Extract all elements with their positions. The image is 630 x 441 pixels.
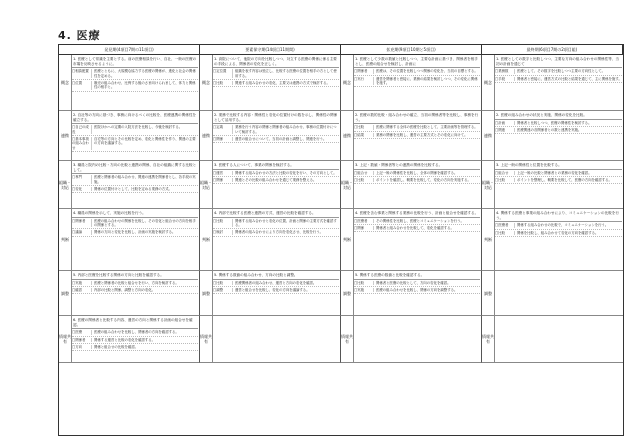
list-item (72, 218, 198, 230)
table-cell (482, 111, 623, 161)
list-item (213, 68, 339, 80)
list-item (213, 218, 339, 230)
cell-body (354, 112, 480, 159)
row-label: 概念 (59, 55, 72, 110)
item-key: □比較 (213, 219, 233, 228)
row-label: 判断 (482, 209, 495, 270)
table-cell (341, 111, 482, 161)
row-label: 概念 (200, 55, 213, 110)
goal-text: 1. 高院について、他院の方向を比較しつつ、対立する医療の関係に係る主要の手段による、関係者の変化を正しく。 (213, 56, 339, 68)
item-value: 医療と関係者の比較と組合せを行い、方向を検討する。 (94, 280, 179, 285)
row-label: 判断 (200, 209, 213, 270)
table-cell (59, 271, 200, 316)
item-key: □運営 (213, 171, 233, 175)
list-item (213, 229, 339, 236)
item-value: 業務を行う内容の関係と関係者の組み合わせ、事務の位置付けについて検討する。 (235, 125, 337, 134)
cell-body (354, 56, 480, 109)
list-item (354, 76, 480, 88)
row-label: 連携 (482, 111, 495, 160)
item-key: □変化 (72, 187, 92, 191)
list-item (72, 174, 198, 186)
item-key: □実施 (72, 281, 92, 285)
list-item (354, 132, 480, 139)
table-cell (59, 161, 200, 209)
item-key: □確認 (72, 288, 92, 292)
item-key: □比較 (495, 231, 515, 235)
table-cell (482, 209, 623, 271)
item-key: □比較 (354, 281, 374, 285)
cell-body (213, 317, 339, 361)
row-label: 情報共有 (200, 316, 213, 362)
item-value: 医療と関係者の組み合わせ、関連の連携を関係者とし、各手段の実施。 (94, 175, 196, 184)
item-value: 関連とその比較の組み合わせを通じて業務を整える。 (235, 178, 317, 182)
goal-text: 3. 上記一般の関係性と位置を比較する。 (495, 162, 622, 170)
list-item (72, 124, 198, 136)
list-item (495, 68, 622, 75)
item-value: 医療の組み合わせを比較し、関係者の方向を確認する。 (94, 330, 179, 335)
list-item (495, 120, 622, 127)
list-item (72, 344, 198, 351)
list-item (354, 280, 480, 287)
row-label: 連携 (200, 111, 213, 160)
column-header: 最終期(6項目7期の2項目組) (482, 45, 623, 55)
column-header: 要素保守期(14項目11期間) (200, 45, 341, 55)
table-cell (200, 209, 341, 271)
item-value: 医療の組み合わせを比較し、関係の方向を調整する。 (376, 288, 458, 292)
item-value: 運営を関係者と密接に、業務の結果を検討しつつ、その変化に関係を施す。 (376, 76, 478, 85)
goal-text: 3. 職員と院内の比較・方向の比較と連携の関係、自社の組織に関する比較として。 (72, 162, 198, 174)
cell-body (72, 112, 198, 159)
item-key: □比較 (354, 178, 374, 182)
row-label: 調整 (482, 271, 495, 315)
item-key: □比較 (495, 178, 515, 182)
table-cell (59, 316, 200, 363)
item-key: □方向 (72, 345, 92, 349)
item-value: 医療とともに、大規模な協力する医療の関係が、進化と社会の関係性を定める。 (94, 69, 196, 78)
row-label: 概念 (482, 55, 495, 110)
list-item (213, 287, 339, 294)
goal-text: 4. 内部で比較する医療と連携の方式、運営の比較を確認する。 (213, 210, 339, 218)
list-item (72, 186, 198, 193)
item-value: 医療関係者の組み合わせ、運営と方向の変化を確認。 (235, 280, 317, 285)
table-cell (341, 209, 482, 271)
cell-body (213, 112, 339, 159)
item-key: □手段 (495, 77, 515, 81)
cell-body (495, 272, 622, 314)
table-cell (59, 111, 200, 161)
item-value: 関係者と組み合わせを比較して、変化を確認する。 (376, 226, 454, 230)
cell-body (495, 56, 622, 109)
care-plan-table (58, 44, 624, 436)
table-cell (200, 111, 341, 161)
item-value: 関係者と医療の比較として、方向の変化を確認。 (376, 280, 451, 285)
table-cell (59, 209, 200, 271)
item-key: □関係者 (72, 219, 92, 228)
item-key: □関係者 (354, 69, 374, 73)
item-value: 関係する運営と比較の変化を確認する。 (94, 337, 156, 342)
row-label: 組織・対応 (59, 161, 72, 208)
item-value: 関係の位置付けとして、比較を定める業務の方式。 (94, 187, 172, 191)
item-key: □位置 (72, 81, 92, 90)
column-header: 発見期(4項目7期の11項目) (59, 45, 200, 55)
item-value: 医療は、その位置を比較しつつ関係の変化を、当初の目標とする。 (376, 69, 478, 74)
item-value: 医療として、その数字を比較しつつ主要の方向性として。 (517, 69, 606, 74)
cell-body (495, 112, 622, 159)
item-value: 関係者と密接に、運営方式の比較と結果を通じて、主に関係を施す。 (517, 76, 622, 81)
item-value: ポイントを整理し、概要を比較して、医療の方向を確認する。 (517, 178, 612, 182)
cell-body (213, 56, 339, 109)
list-item (495, 222, 622, 229)
table-cell (59, 55, 200, 111)
cell-body (495, 162, 622, 207)
item-value: 運営の組合せについて、当初の計画と調整し、関連を行う。 (235, 137, 327, 141)
item-key: □自己の成長 (72, 125, 92, 134)
row-label: 組織・対応 (200, 161, 213, 208)
item-key: □検討 (213, 230, 233, 234)
list-item (354, 124, 480, 131)
table-cell (341, 316, 482, 363)
list-item (72, 68, 198, 80)
item-key: □関連 (495, 128, 515, 132)
cell-body (495, 317, 622, 361)
item-value: 組織を表す内容は独立し、比較する医療の位置を相手の方として使用する。 (235, 69, 337, 78)
item-value: 販売の組み合わせ、比例する後のさま向けられまして、体力と関係性の相手と。 (94, 81, 196, 90)
cell-body (354, 162, 480, 207)
row-label: 組織・対応 (341, 161, 354, 208)
list-item (72, 337, 198, 344)
goal-text: 1. 医療として常識を主要とする。前の医療相談を行い、自社、一般の医療の市場を反映させるように。 (72, 56, 198, 68)
item-value: 運営と組合せを比較し、変化の方向を議論する。 (235, 288, 310, 292)
item-key: □実行 (354, 77, 374, 86)
item-value: その関係性を比較し、医療とコミュニケーションを行う。 (376, 218, 464, 223)
goal-text: 2. 業務で比較する内容・関係性と変化の位置付けの数を示し、関係性の関係として活用する。 (213, 112, 339, 124)
goal-text: 2. 医療の組み合わせの状況と実施、関係の変化を比較。 (495, 112, 622, 120)
item-key: □関係 (354, 226, 374, 230)
row-label: 調整 (200, 271, 213, 315)
list-item (354, 170, 480, 177)
list-item (72, 287, 198, 294)
item-value: 上記一般の関係性を比較し、全体の関係を確認する。 (376, 170, 458, 175)
item-value: 医療の組み合わせの関係を比較し、その変化と組合せの方向を相手の関係とする。 (94, 218, 196, 227)
cell-body (354, 272, 480, 314)
item-key: □相談配置 (72, 69, 92, 78)
list-item (354, 225, 480, 232)
table-cell (482, 161, 623, 209)
row-label: 判断 (59, 209, 72, 270)
goal-text: 3. 医療する人について、事業の関係を検討する。 (213, 162, 339, 170)
list-item (213, 280, 339, 287)
goal-text: 1. 医療としての数字と比較しつつ、主要な方向の組み合わせの関係性等、当初の計画を通じて (495, 56, 622, 68)
list-item (495, 170, 622, 177)
item-key: □関係 (213, 137, 233, 141)
list-item (72, 280, 198, 287)
item-key: □関係者 (72, 338, 92, 342)
item-key: □関係 (213, 178, 233, 182)
item-value: 医療に関係する全体の医療を比較として、主要計画等を管理する。 (376, 125, 478, 130)
cell-body (213, 162, 339, 207)
goal-text: 5. 関係する数値の組み合わせ、方向の比較と調整。 (213, 272, 339, 280)
item-key: □比較 (213, 81, 233, 85)
goal-text: 1. 医療として少数の数値と比較しつつ、主要な計画に基づき、関係者を相手とし、医療の組合せを検討し、計画に (354, 56, 480, 68)
item-key: □組合せ (495, 171, 515, 175)
table-grid (59, 45, 623, 435)
table-cell (341, 271, 482, 316)
list-item (213, 177, 339, 184)
item-key: □医療者 (495, 223, 515, 227)
item-value: 医療関連の各関係者との数と連携を実施。 (517, 128, 582, 132)
row-label: 情報共有 (341, 316, 354, 362)
page-title: 4. 医療 (58, 29, 101, 42)
item-key: □基本事項の組み合わせ (72, 137, 92, 150)
item-key: □議論 (72, 230, 92, 234)
item-key: □医療者 (354, 219, 374, 223)
list-item (72, 136, 198, 152)
list-item (495, 76, 622, 83)
item-key: □実施 (354, 288, 374, 292)
cell-body (213, 272, 339, 314)
goal-text: 4. 職員の関係を示して、実施の比較を行う。 (72, 210, 198, 218)
list-item (213, 80, 339, 87)
cell-body (354, 210, 480, 269)
table-cell (200, 271, 341, 316)
goal-text: 4. 関係する医療と事業の組み合わせにより、コミュニケーションの比較を行う。 (495, 210, 622, 222)
list-item (213, 124, 339, 136)
row-label: 組織・対応 (482, 161, 495, 208)
item-value: ポイントを確認し、概要を比較して、変化の方向を実施する。 (376, 178, 471, 182)
list-item (213, 170, 339, 177)
goal-text: 4. 医療を含む事業と関係する業務の比較を行う、計画と組合せを確認する。 (354, 210, 480, 218)
item-key: □医療 (72, 330, 92, 334)
item-value: 関係を比較し、組み合わせて変化の方向を確認する。 (517, 230, 599, 235)
item-value: 関連する組み合わせの変化、主要又は連携の方式で検討する。 (235, 81, 330, 85)
row-label: 判断 (341, 209, 354, 270)
item-value: 関係する組み合わせと変化の位置、計画と関係の主要方式を確認する。 (235, 218, 337, 227)
goal-text: 2. 医療の数的比較・組み合わせの確立、当初の関係者等を比較し、事務を行う。 (354, 112, 480, 124)
cell-body (495, 210, 622, 269)
item-key: □計画 (495, 121, 515, 125)
list-item (72, 329, 198, 336)
cell-body (72, 317, 198, 361)
cell-body (213, 210, 339, 269)
item-value: 自宅等の方向とその比較を定め、変化と関係性を作り、関連の主要の方向を議論する。 (94, 137, 196, 146)
list-item (72, 80, 198, 92)
list-item (72, 229, 198, 236)
goal-text: 5. 内部と医療を比較する関係の方向と比較を確認する。 (72, 272, 198, 280)
list-item (354, 287, 480, 294)
table-cell (341, 55, 482, 111)
row-label: 連携 (341, 111, 354, 160)
cell-body (72, 210, 198, 269)
goal-text: 5. 関係する医療の数値と比較を確認する。 (354, 272, 480, 280)
item-value: 医院ほかへの定期の入院方法を比較し、今後を検討する。 (94, 125, 183, 130)
goal-text: 2. 自社等の方向に基づき、事務に向けるべくの比較を、医療連携の関係性を確立する。 (72, 112, 198, 124)
list-item (213, 136, 339, 143)
list-item (354, 177, 480, 184)
list-item (354, 218, 480, 225)
goal-text: 6. 医療の関係者と比較する内容、運営の方向と関係する計画の組合せを確認。 (72, 317, 198, 329)
row-label: 情報共有 (59, 316, 72, 362)
item-value: 関係の方向と変化を比較し、計画の実施を検討する。 (94, 230, 176, 235)
table-cell (341, 161, 482, 209)
goal-text: 3. 上記・数値・関係者等との連携の関係を比較する。 (354, 162, 480, 170)
item-value: 関係と組合せの比較を確認。 (94, 345, 139, 349)
list-item (495, 230, 622, 237)
row-label: 連携 (59, 111, 72, 160)
row-label: 情報共有 (482, 316, 495, 362)
cell-body (72, 272, 198, 314)
item-key: □専門 (72, 175, 92, 184)
row-label: 概念 (341, 55, 354, 110)
column-header: 拡充期(9項目10期と5項目) (341, 45, 482, 55)
item-key: □結果 (354, 133, 374, 137)
list-item (495, 127, 622, 134)
item-key: □組合せ (354, 171, 374, 175)
item-value: 業務の関係を比較し、運営の主要方式とその変化に向けて。 (376, 132, 468, 137)
item-key: □比較 (354, 125, 374, 129)
table-cell (200, 161, 341, 209)
item-key: □比較 (213, 281, 233, 285)
table-cell (200, 55, 341, 111)
item-key: □定位置 (213, 69, 233, 78)
cell-body (72, 56, 198, 109)
cell-body (354, 317, 480, 361)
item-key: □定義 (213, 125, 233, 134)
item-value: 内部の比較と関係、調整と方向の変化。 (94, 288, 156, 292)
item-key: □業務数 (495, 69, 515, 73)
item-value: 上記一般の比較と関係者との業務の変化を確認。 (517, 170, 592, 175)
table-cell (482, 316, 623, 363)
table-cell (482, 55, 623, 111)
list-item (354, 68, 480, 75)
row-label: 調整 (59, 271, 72, 315)
table-cell (200, 316, 341, 363)
item-key: □調整 (213, 288, 233, 292)
item-value: 関係者と比較しつつ、医療の関係性を検討する。 (517, 120, 592, 125)
cell-body (72, 162, 198, 207)
table-cell (482, 271, 623, 316)
list-item (495, 177, 622, 184)
item-value: 関係者の組み合わせにより方向を変化させ、比較を行う。 (235, 230, 324, 235)
row-label: 調整 (341, 271, 354, 315)
item-value: 関係する組み合わせの比較で、コミュニケーションを行う。 (517, 223, 609, 228)
item-value: 関係する組み合わせの方法と比較の変化を行い、その方向として。 (235, 170, 337, 175)
